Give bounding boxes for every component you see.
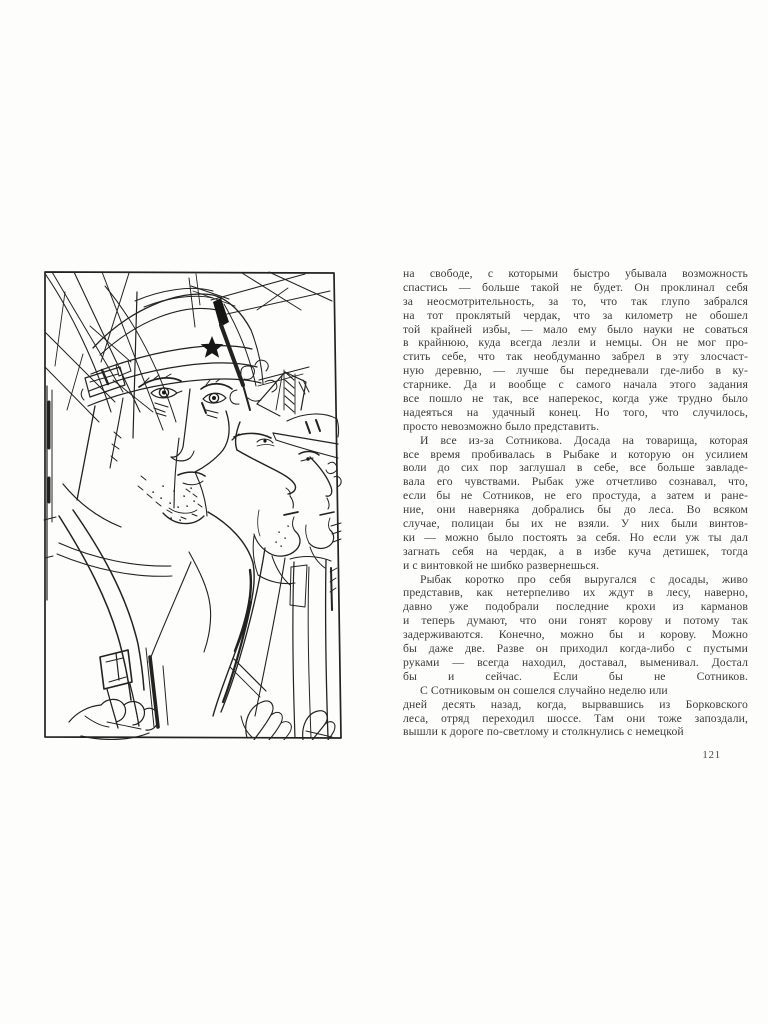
rifle-sling bbox=[146, 648, 168, 727]
branches-top-left bbox=[45, 272, 176, 430]
soldier3-face bbox=[299, 451, 341, 568]
soldier2-cap bbox=[257, 367, 309, 416]
book-illustration bbox=[43, 270, 343, 740]
text-line: если бы не Сотников, не его простуда, а затем и ране- bbox=[403, 489, 748, 503]
text-line: ную деревню, — лучше бы передневали где-либо в ку- bbox=[403, 364, 748, 378]
text-line: дней десять назад, когда, вырвавшись из Борковского bbox=[403, 697, 748, 711]
text-line: Рыбак коротко про себя выругался с досады, живо bbox=[420, 572, 748, 586]
branches-top-right bbox=[189, 272, 332, 327]
illustration-canvas bbox=[43, 270, 343, 740]
body-text bbox=[403, 267, 748, 739]
soldier2-face bbox=[232, 422, 300, 585]
profile-soldier-2 bbox=[221, 360, 331, 740]
text-line: С Сотниковым он сошелся случайно неделю или bbox=[420, 683, 668, 697]
text-line: и с винтовкой не шибко развернешься. bbox=[403, 558, 600, 572]
page-number: 121 bbox=[702, 749, 721, 761]
text-line: руками — всегда находил, доставал, выменивал. Достал bbox=[403, 655, 748, 669]
paragraph bbox=[403, 267, 748, 434]
text-line: за неосмотрительность, за то, что так глупо забрался bbox=[403, 294, 748, 308]
paragraph bbox=[403, 698, 748, 740]
text-line: бы даже две. Разве он приходил когда-либо с пустыми bbox=[403, 642, 748, 656]
text-line: бы и сейчас. Если бы не Сотников. bbox=[403, 669, 748, 683]
illustration-frame bbox=[45, 272, 341, 738]
main-face bbox=[77, 361, 232, 524]
text-line: загнать себя на чердак, а в избе куча детишек, тогда bbox=[403, 544, 748, 558]
text-line: просто невозможно было представить. bbox=[403, 419, 600, 433]
paragraph bbox=[403, 573, 748, 698]
text-line: вышли к дороге по-светлому и столкнулись с немецкой bbox=[403, 725, 684, 739]
soldier3-hand bbox=[303, 711, 335, 740]
text-line: случае, полицаи бы их не взяли. У них были винтов- bbox=[403, 517, 748, 531]
text-line: старнике. Да и вообще с самого начала этого задания bbox=[403, 378, 748, 392]
cap-star-icon bbox=[201, 298, 250, 410]
text-line: той крайней избы, — мало ему было науки не соваться bbox=[403, 322, 748, 336]
text-line: давно уже подобрали последние крохи из карманов bbox=[403, 600, 748, 614]
text-line: и теперь думают, что они гонят корову и потому так bbox=[403, 614, 748, 628]
text-line: ки — можно было постоять за себя. Но если уж ты дал bbox=[403, 530, 748, 544]
text-line: воли до сих пор заглушал в себе, все больше завладе- bbox=[403, 461, 748, 475]
text-line: леса, отряд переходил шоссе. Там они тоже запоздали, bbox=[403, 711, 748, 725]
main-collar bbox=[57, 472, 254, 716]
text-line: И все из-за Сотникова. Досада на товарища, которая bbox=[420, 433, 748, 447]
pilotka-cap bbox=[88, 286, 263, 438]
text-line: спастись — больше такой не будет. Он проклинал себя bbox=[403, 280, 748, 294]
left-hand bbox=[69, 699, 158, 739]
text-line: задерживаются. Конечно, можно бы и корову. Можно bbox=[403, 628, 748, 642]
text-line: вала его чувствами. Рыбак уже отчетливо сознавал, что, bbox=[403, 475, 748, 489]
text-line: все пошло не так, все наперекос, когда уже трудно было bbox=[403, 392, 748, 406]
text-line: в крайнюю, куда всегда лезли и немцы. Он не мог про- bbox=[403, 336, 748, 350]
text-line: стить себе, что так необдуманно забрел в эту злосчаст- bbox=[403, 350, 748, 364]
text-line: надеяться на удачный конец. Но того, что случилось, bbox=[403, 405, 748, 419]
soldier2-hand bbox=[241, 701, 291, 740]
text-line: все время пробивалась в Рыбаке и которую он усилием bbox=[403, 447, 748, 461]
paragraph bbox=[403, 434, 748, 573]
text-line: на свободе, с которыми быстро убывала возможность bbox=[403, 267, 748, 280]
text-line: ние, они наверняка добрались бы до леса. Во всяком bbox=[403, 503, 748, 517]
text-line: представив, как нетерпеливо их ждут в лесу, наверно, bbox=[403, 586, 748, 600]
straps-and-hands bbox=[44, 386, 168, 739]
text-line: на тот проклятый чердак, что за километр не обошел bbox=[403, 308, 748, 322]
soldier2-torso bbox=[221, 548, 331, 716]
